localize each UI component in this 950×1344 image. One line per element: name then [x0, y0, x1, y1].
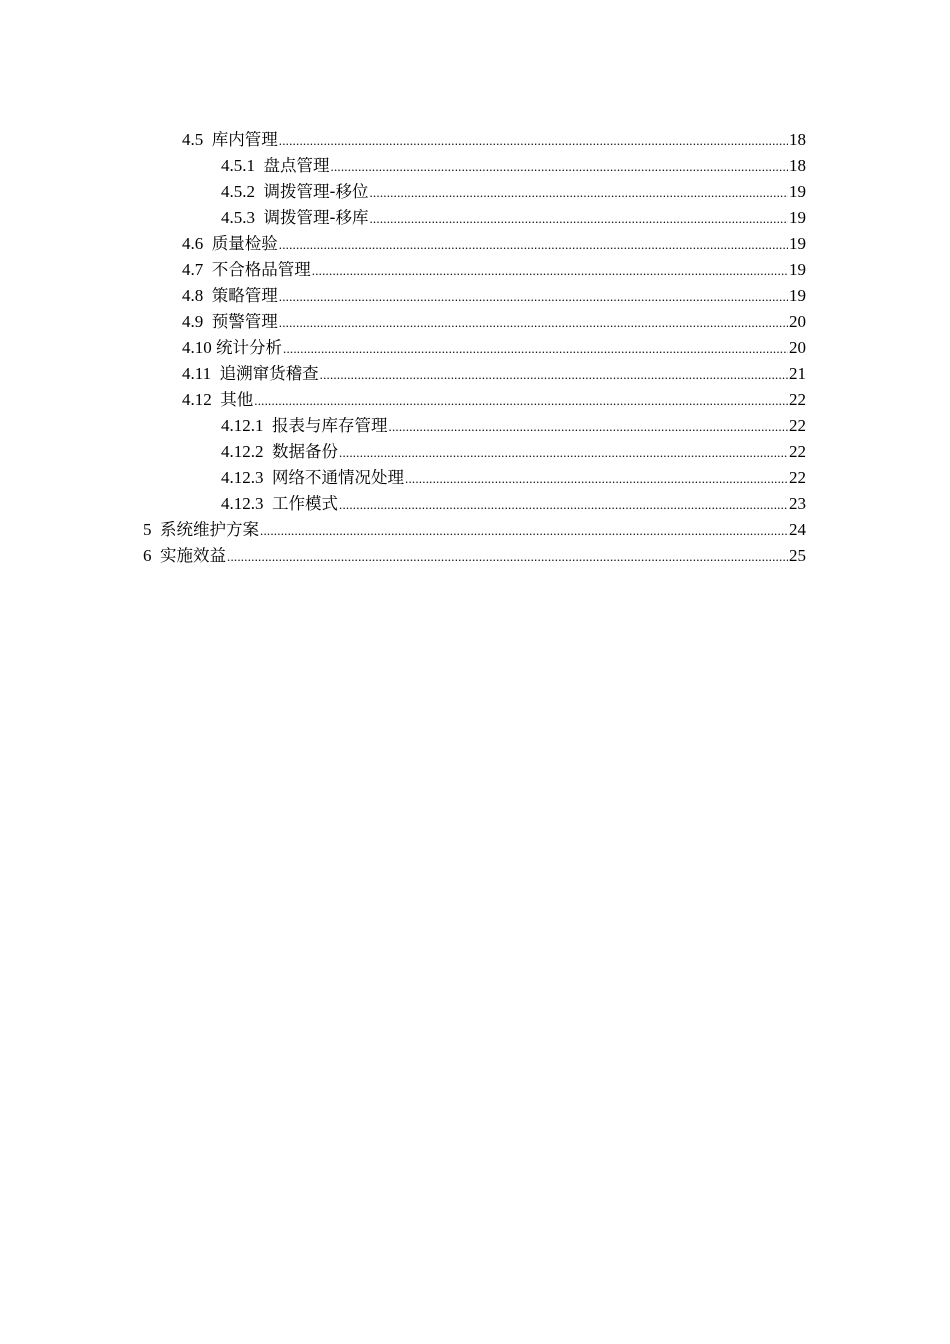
- toc-entry-title: 工作模式: [272, 494, 338, 513]
- toc-dot-leader: [254, 388, 788, 414]
- toc-entry[interactable]: [0, 205, 806, 231]
- toc-entry[interactable]: [0, 491, 806, 517]
- toc-entry-title: 报表与库存管理: [272, 416, 388, 435]
- toc-entry[interactable]: [0, 543, 806, 569]
- toc-entry-number: 4.5.3: [221, 208, 264, 227]
- toc-entry[interactable]: [0, 335, 806, 361]
- toc-entry-page: 20: [789, 338, 806, 357]
- toc-entry[interactable]: [0, 283, 806, 309]
- toc-entry-page: 18: [789, 156, 806, 175]
- toc-entry-number: 4.12.1: [221, 416, 272, 435]
- toc-dot-leader: [279, 284, 788, 310]
- toc-entry-title: 调拨管理-移库: [263, 208, 369, 227]
- toc-entry[interactable]: [0, 413, 806, 439]
- toc-entry-page: 18: [789, 130, 806, 149]
- toc-dot-leader: [260, 518, 788, 544]
- toc-dot-leader: [369, 180, 788, 206]
- table-of-contents: [0, 127, 950, 569]
- toc-dot-leader: [339, 440, 788, 466]
- toc-entry-number: 6: [143, 546, 160, 565]
- toc-entry-page: 20: [789, 312, 806, 331]
- toc-dot-leader: [339, 492, 788, 518]
- toc-entry-number: 5: [143, 520, 160, 539]
- toc-dot-leader: [320, 362, 788, 388]
- toc-entry-page: 23: [789, 494, 806, 513]
- toc-entry-title: 调拨管理-移位: [263, 182, 369, 201]
- toc-entry[interactable]: [0, 153, 806, 179]
- toc-entry-number: 4.5.1: [221, 156, 264, 175]
- toc-entry[interactable]: [0, 361, 806, 387]
- toc-entry-title: 预警管理: [211, 312, 278, 331]
- toc-entry-number: 4.9: [182, 312, 212, 331]
- toc-entry-number: 4.12.3: [221, 468, 272, 487]
- toc-entry[interactable]: [0, 257, 806, 283]
- toc-entry-number: 4.11: [182, 364, 220, 383]
- toc-dot-leader: [331, 154, 789, 180]
- toc-entry-number: 4.12: [182, 390, 221, 409]
- toc-entry-page: 19: [789, 260, 806, 279]
- toc-entry-number: 4.8: [182, 286, 212, 305]
- toc-entry[interactable]: [0, 127, 806, 153]
- toc-entry-title: 网络不通情况处理: [272, 468, 404, 487]
- toc-entry-number: 4.5: [182, 130, 212, 149]
- toc-dot-leader: [227, 544, 788, 570]
- toc-entry-page: 22: [789, 442, 806, 461]
- toc-entry-title: 不合格品管理: [211, 260, 311, 279]
- toc-dot-leader: [279, 128, 788, 154]
- toc-entry[interactable]: [0, 231, 806, 257]
- toc-entry-number: 4.12.2: [221, 442, 272, 461]
- toc-entry-page: 19: [789, 208, 806, 227]
- toc-entry-page: 19: [789, 182, 806, 201]
- toc-entry-page: 22: [789, 468, 806, 487]
- toc-entry-title: 统计分析: [216, 338, 282, 357]
- toc-entry-title: 其他: [220, 390, 254, 409]
- toc-entry-title: 质量检验: [211, 234, 278, 253]
- toc-entry[interactable]: [0, 309, 806, 335]
- toc-entry[interactable]: [0, 465, 806, 491]
- toc-entry[interactable]: [0, 179, 806, 205]
- toc-dot-leader: [283, 336, 788, 362]
- toc-entry-title: 系统维护方案: [160, 520, 259, 539]
- toc-entry-page: 21: [789, 364, 806, 383]
- toc-entry-number: 4.10: [182, 338, 216, 357]
- toc-entry-page: 24: [789, 520, 806, 539]
- toc-entry-number: 4.7: [182, 260, 212, 279]
- toc-entry-title: 库内管理: [211, 130, 278, 149]
- toc-entry-page: 25: [789, 546, 806, 565]
- toc-entry[interactable]: [0, 517, 806, 543]
- toc-dot-leader: [312, 258, 788, 284]
- toc-entry[interactable]: [0, 439, 806, 465]
- toc-entry-page: 19: [789, 234, 806, 253]
- toc-dot-leader: [389, 414, 789, 440]
- toc-dot-leader: [279, 310, 788, 336]
- toc-entry-title: 数据备份: [272, 442, 338, 461]
- toc-dot-leader: [405, 466, 788, 492]
- toc-dot-leader: [369, 206, 788, 232]
- toc-entry-number: 4.12.3: [221, 494, 272, 513]
- toc-entry[interactable]: [0, 387, 806, 413]
- toc-entry-number: 4.5.2: [221, 182, 264, 201]
- toc-entry-title: 实施效益: [160, 546, 226, 565]
- toc-entry-page: 22: [789, 390, 806, 409]
- toc-entry-number: 4.6: [182, 234, 212, 253]
- toc-entry-page: 19: [789, 286, 806, 305]
- toc-entry-title: 追溯窜货稽查: [219, 364, 319, 383]
- toc-entry-title: 盘点管理: [263, 156, 330, 175]
- toc-entry-title: 策略管理: [211, 286, 278, 305]
- toc-entry-page: 22: [789, 416, 806, 435]
- toc-dot-leader: [279, 232, 788, 258]
